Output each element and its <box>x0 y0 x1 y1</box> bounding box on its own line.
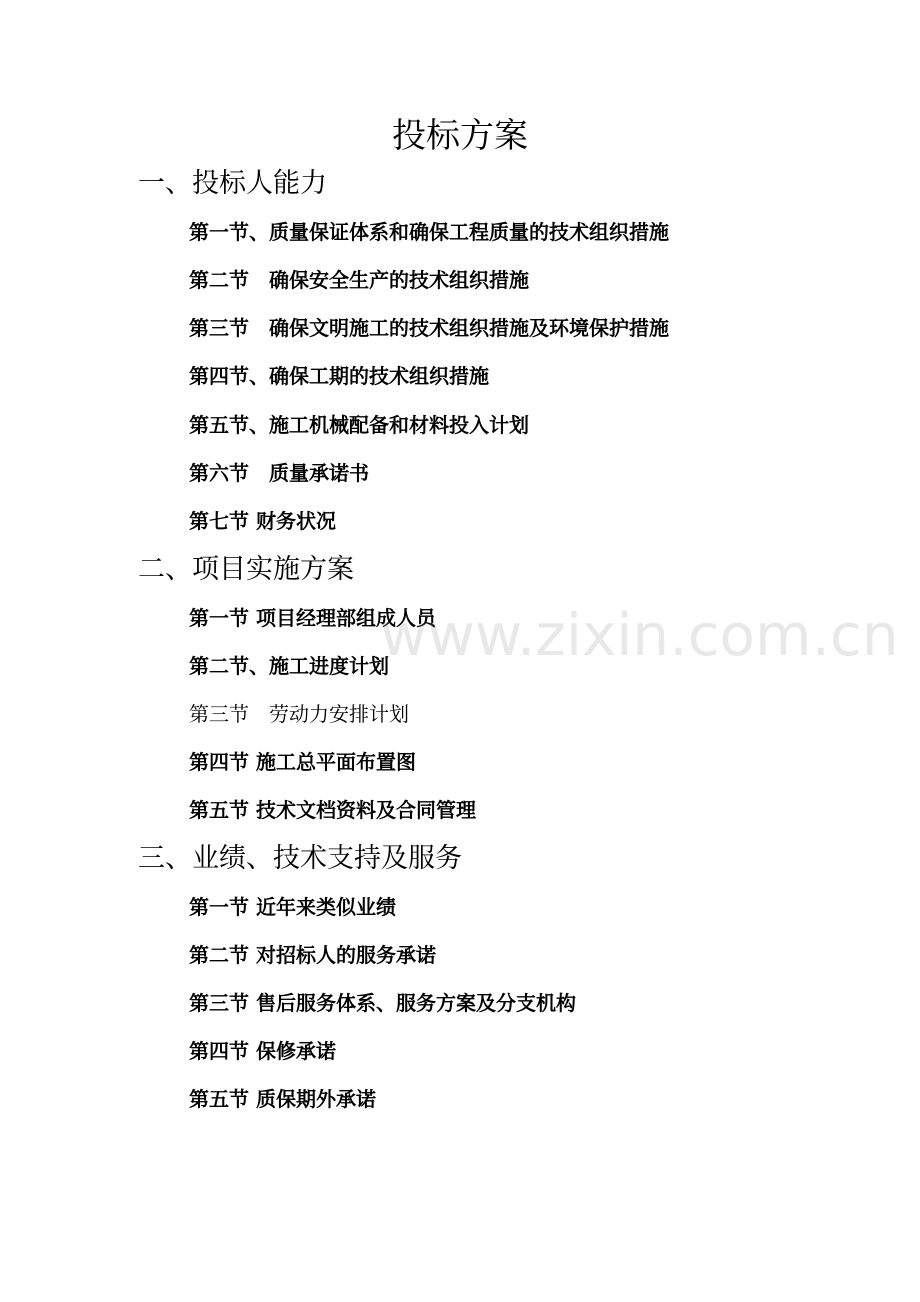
section-1-item-3: 第三节 确保文明施工的技术组织措施及环境保护措施 <box>189 316 669 340</box>
section-3-item-4: 第四节 保修承诺 <box>189 1039 336 1063</box>
section-3-item-1: 第一节 近年来类似业绩 <box>189 895 396 919</box>
section-1-item-4: 第四节、确保工期的技术组织措施 <box>189 364 489 388</box>
section-heading-2: 二、项目实施方案 <box>138 554 354 585</box>
section-1-item-1: 第一节、质量保证体系和确保工程质量的技术组织措施 <box>189 220 669 244</box>
section-3-item-2: 第二节 对招标人的服务承诺 <box>189 943 436 967</box>
section-2-item-4: 第四节 施工总平面布置图 <box>189 750 416 774</box>
section-1-item-2: 第二节 确保安全生产的技术组织措施 <box>189 268 529 292</box>
section-1-item-5: 第五节、施工机械配备和材料投入计划 <box>189 413 529 437</box>
section-1-item-6: 第六节 质量承诺书 <box>189 461 369 485</box>
section-heading-3: 三、业绩、技术支持及服务 <box>138 843 462 874</box>
section-1-item-7: 第七节 财务状况 <box>189 509 336 533</box>
section-3-item-5: 第五节 质保期外承诺 <box>189 1087 376 1111</box>
document-title: 投标方案 <box>392 116 528 156</box>
watermark: www.zixin.com.cn <box>380 601 899 669</box>
section-2-item-3: 第三节 劳动力安排计划 <box>189 702 409 726</box>
section-2-item-1: 第一节 项目经理部组成人员 <box>189 606 436 630</box>
section-3-item-3: 第三节 售后服务体系、服务方案及分支机构 <box>189 991 576 1015</box>
section-2-item-5: 第五节 技术文档资料及合同管理 <box>189 798 476 822</box>
section-heading-1: 一、投标人能力 <box>138 168 327 199</box>
section-2-item-2: 第二节、施工进度计划 <box>189 654 389 678</box>
